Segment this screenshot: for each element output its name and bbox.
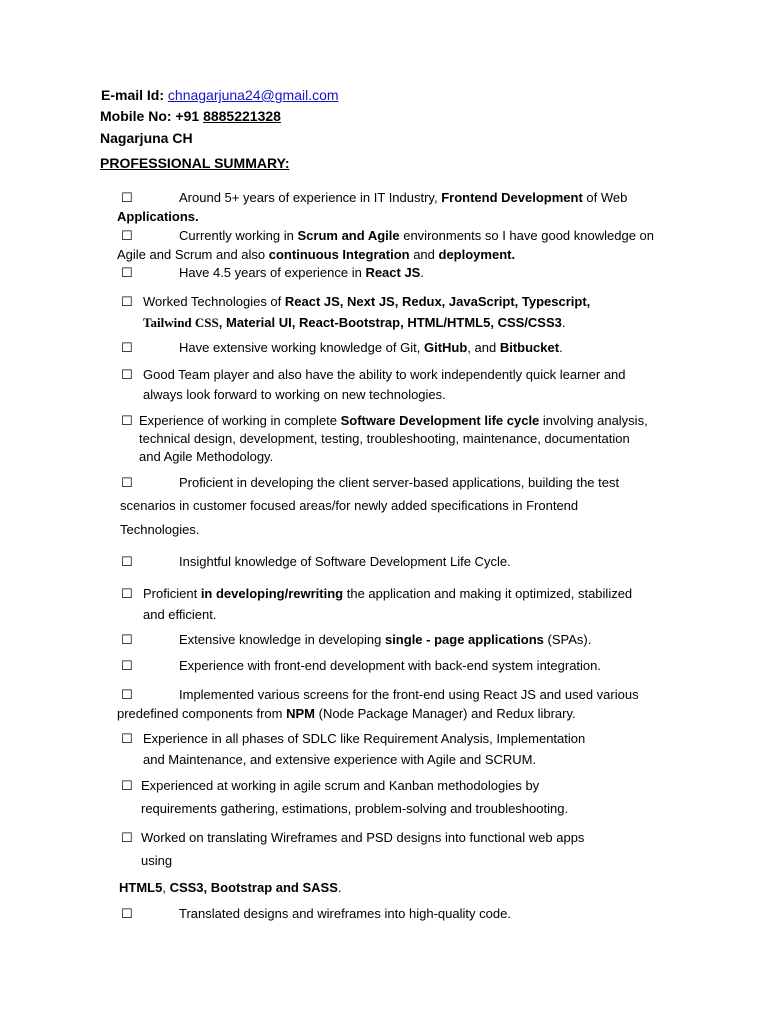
summary-item-16-line-1: Worked on translating Wireframes and PSD designs into functional web apps [141, 830, 585, 845]
summary-item-16-line-3: HTML5, CSS3, Bootstrap and SASS. [119, 880, 342, 895]
summary-item-6-line-2: always look forward to working on new technologies. [143, 387, 446, 402]
checkbox-icon: ☐ [121, 554, 133, 569]
summary-item-14-line-2: and Maintenance, and extensive experience with Agile and SCRUM. [143, 752, 537, 767]
email-line [101, 86, 339, 104]
mobile-number: 8885221328 [203, 108, 281, 124]
summary-item-8-line-2: scenarios in customer focused areas/for newly added specifications in Frontend [120, 498, 579, 513]
checkbox-icon: ☐ [121, 475, 133, 490]
summary-item-10-line-1: Proficient in developing/rewriting the application and making it optimized, stabilized [143, 586, 633, 601]
checkbox-icon: ☐ [121, 190, 133, 205]
checkbox-icon: ☐ [121, 906, 133, 921]
checkbox-icon: ☐ [121, 586, 133, 601]
summary-item-14-line-1: Experience in all phases of SDLC like Requirement Analysis, Implementation [143, 731, 586, 746]
summary-item-15-line-1: Experienced at working in agile scrum and Kanban methodologies by [141, 778, 540, 793]
summary-item-11: Extensive knowledge in developing single - page applications (SPAs). [179, 632, 592, 647]
checkbox-icon: ☐ [121, 367, 133, 382]
summary-item-7-line-3: and Agile Methodology. [139, 449, 274, 464]
summary-item-13-line-2: predefined components from NPM (Node Package Manager) and Redux library. [117, 706, 576, 721]
email-label: E-mail Id: [101, 87, 165, 103]
checkbox-icon: ☐ [121, 265, 133, 280]
checkbox-icon: ☐ [121, 658, 133, 673]
summary-item-15-line-2: requirements gathering, estimations, problem-solving and troubleshooting. [141, 801, 569, 816]
summary-item-4-line-1: Worked Technologies of React JS, Next JS, Redux, JavaScript, Typescript, [143, 294, 591, 309]
checkbox-icon: ☐ [121, 830, 133, 845]
summary-item-10-line-2: and efficient. [143, 607, 217, 622]
checkbox-icon: ☐ [121, 413, 133, 428]
checkbox-icon: ☐ [121, 778, 133, 793]
mobile-label: Mobile No: +91 [100, 108, 200, 124]
summary-item-7-line-1: Experience of working in complete Software Development life cycle involving analysis, [139, 413, 648, 428]
summary-heading: PROFESSIONAL SUMMARY: [100, 155, 290, 171]
summary-item-13-line-1: Implemented various screens for the front-end using React JS and used various [179, 687, 639, 702]
summary-item-1-line-2: Applications. [117, 209, 199, 224]
summary-item-1-line-1: Around 5+ years of experience in IT Industry, Frontend Development of Web [179, 190, 628, 205]
checkbox-icon: ☐ [121, 228, 133, 243]
checkbox-icon: ☐ [121, 687, 133, 702]
summary-item-6-line-1: Good Team player and also have the ability to work independently quick learner and [143, 367, 626, 382]
summary-item-5: Have extensive working knowledge of Git, GitHub, and Bitbucket. [179, 340, 563, 355]
summary-item-8-line-1: Proficient in developing the client server-based applications, building the test [179, 475, 620, 490]
checkbox-icon: ☐ [121, 731, 133, 746]
summary-item-2-line-2: Agile and Scrum and also continuous Integration and deployment. [117, 247, 516, 262]
candidate-name: Nagarjuna CH [100, 130, 193, 146]
summary-item-4-line-2: Tailwind CSS, Material UI, React-Bootstrap, HTML/HTML5, CSS/CSS3. [143, 315, 566, 330]
mobile-line [100, 107, 281, 125]
summary-item-17: Translated designs and wireframes into high-quality code. [179, 906, 511, 921]
summary-item-12: Experience with front-end development with back-end system integration. [179, 658, 601, 673]
summary-item-9: Insightful knowledge of Software Development Life Cycle. [179, 554, 511, 569]
summary-item-8-line-3: Technologies. [120, 522, 200, 537]
summary-item-7-line-2: technical design, development, testing, troubleshooting, maintenance, documentation [139, 431, 630, 446]
summary-item-16-line-2: using [141, 853, 173, 868]
checkbox-icon: ☐ [121, 632, 133, 647]
summary-item-2-line-1: Currently working in Scrum and Agile environments so I have good knowledge on [179, 228, 654, 243]
email-link[interactable]: chnagarjuna24@gmail.com [167, 87, 339, 103]
checkbox-icon: ☐ [121, 340, 133, 355]
checkbox-icon: ☐ [121, 294, 133, 309]
summary-item-3: Have 4.5 years of experience in React JS. [179, 265, 424, 280]
